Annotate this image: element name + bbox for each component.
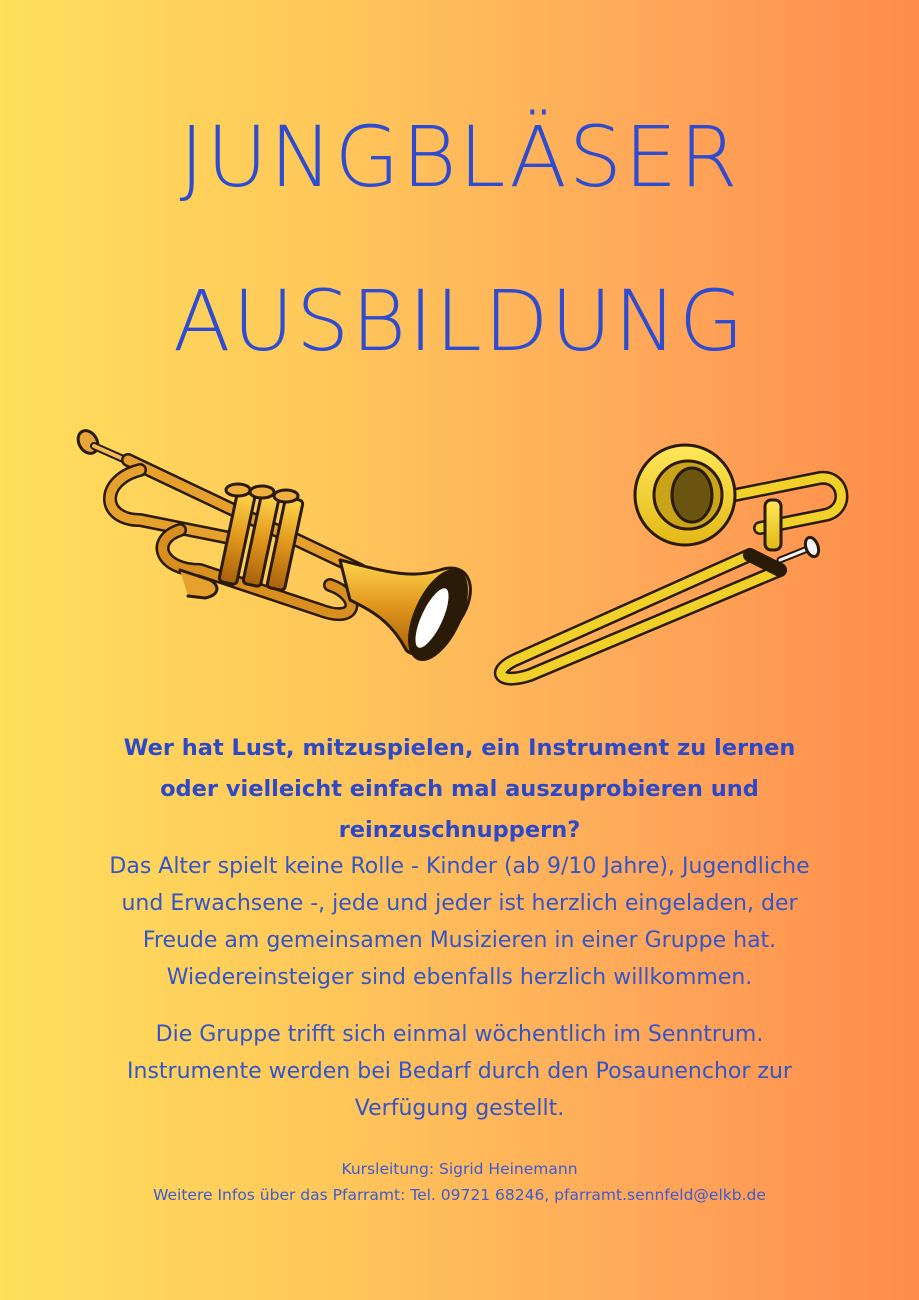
- title-line-2: AUSBILDUNG: [173, 272, 746, 370]
- title-line-1: JUNGBLÄSER: [179, 108, 740, 206]
- paragraph2-line-1: Die Gruppe trifft sich einmal wöchentlich im Senntrum.: [155, 1022, 764, 1047]
- paragraph1-line-4: Wiedereinsteiger sind ebenfalls herzlich willkommen.: [166, 965, 753, 990]
- trombone-icon: [501, 445, 842, 679]
- paragraph1-line-1: Das Alter spielt keine Rolle - Kinder (ab 9/10 Jahre), Jugendliche: [109, 854, 810, 879]
- paragraph1-line-3: Freude am gemeinsamen Musizieren in einer Gruppe hat.: [142, 928, 777, 953]
- contact-info: Weitere Infos über das Pfarramt: Tel. 09721 68246, pfarramt.sennfeld@elkb.de: [153, 1186, 766, 1204]
- intro-line-3: reinzuschnuppern?: [338, 817, 581, 843]
- intro-question: [60, 728, 859, 851]
- intro-line-1: Wer hat Lust, mitzuspielen, ein Instrument zu lernen: [123, 735, 796, 761]
- trumpet-icon: [74, 427, 478, 668]
- intro-line-2: oder vielleicht einfach mal auszuprobieren und: [160, 776, 759, 802]
- description-paragraph: [60, 848, 859, 996]
- meeting-info-paragraph: [60, 1016, 859, 1127]
- paragraph2-line-3: Verfügung gestellt.: [354, 1096, 565, 1121]
- paragraph2-line-2: Instrumente werden bei Bedarf durch den Posaunenchor zur: [127, 1059, 792, 1084]
- course-leader: Kursleitung: Sigrid Heinemann: [341, 1160, 578, 1178]
- paragraph1-line-2: und Erwachsene -, jede und jeder ist herzlich eingeladen, der: [121, 891, 798, 916]
- instruments-illustration: [60, 420, 860, 690]
